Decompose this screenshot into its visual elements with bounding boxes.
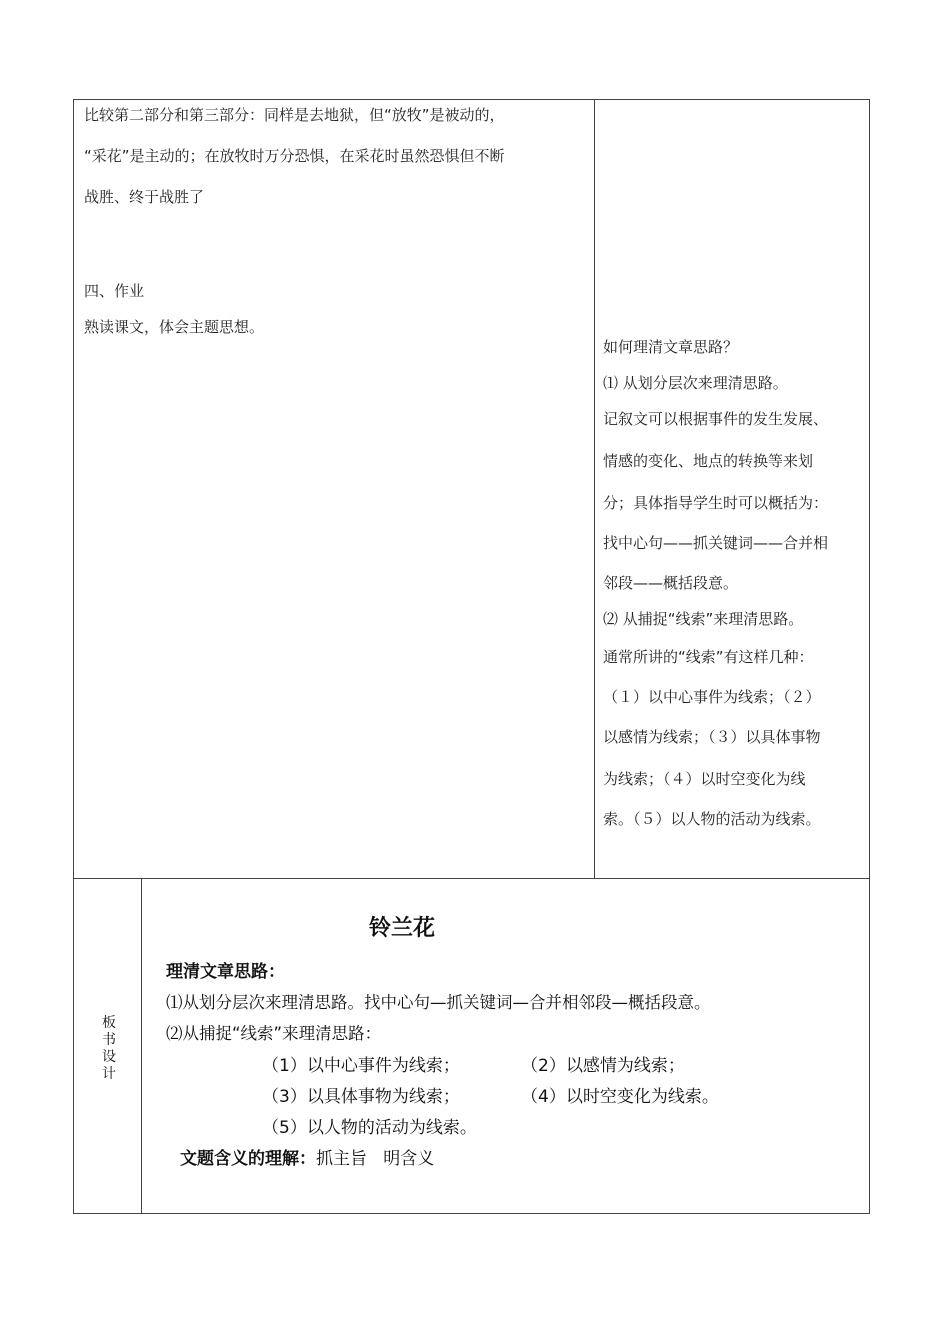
board-design-section [73, 878, 870, 1214]
board-meaning-label: 文题含义的理解： [180, 1149, 316, 1169]
notes-line: （１）以中心事件为线索；（２） [603, 688, 821, 706]
notes-line: 记叙文可以根据事件的发生发展、 [603, 410, 829, 428]
board-clue-2: （2）以感情为线索； [521, 1056, 685, 1076]
board-content [142, 879, 869, 1213]
board-clue-5: （5）以人物的活动为线索。 [262, 1118, 477, 1138]
notes-line: 情感的变化、地点的转换等来划 [603, 452, 814, 470]
board-meaning-line [180, 1144, 434, 1169]
notes-line: 以感情为线索；（３）以具体事物 [603, 728, 821, 746]
notes-line: 索。（５）以人物的活动为线索。 [603, 810, 821, 828]
board-heading: 理清文章思路： [166, 962, 285, 982]
notes-line: 通常所讲的“线索”有这样几种： [603, 648, 814, 666]
notes-line: 为线索；（４）以时空变化为线 [603, 770, 806, 788]
notes-line: 如何理清文章思路？ [603, 338, 739, 356]
notes-line: ⑵ 从捕捉“线索”来理清思路。 [603, 610, 804, 628]
comparison-line-3: 战胜、终于战胜了 [84, 188, 205, 206]
board-title: 铃兰花 [369, 916, 436, 941]
board-clue-3: （3）以具体事物为线索； [262, 1087, 460, 1107]
board-meaning-text: 抓主旨 明含义 [316, 1149, 435, 1169]
board-line-2: ⑵从捕捉“线索”来理清思路： [166, 1024, 382, 1043]
notes-line: 邻段——概括段意。 [603, 574, 739, 592]
homework-section-title: 四、作业 [84, 282, 145, 300]
board-clue-4: （4）以时空变化为线索。 [521, 1087, 719, 1107]
lesson-table-upper [73, 99, 870, 879]
board-line-1: ⑴从划分层次来理清思路。找中心句—抓关键词—合并相邻段—概括段意。 [166, 993, 711, 1012]
column-divider [594, 100, 595, 878]
board-clue-1: （1）以中心事件为线索； [262, 1056, 460, 1076]
comparison-line-1: 比较第二部分和第三部分：同样是去地狱，但“放牧”是被动的， [84, 106, 505, 124]
homework-text: 熟读课文，体会主题思想。 [84, 318, 265, 336]
board-design-label: 板 书 设 计 [102, 1015, 116, 1082]
notes-line: 找中心句——抓关键词——合并相 [603, 534, 829, 552]
board-design-label-cell [74, 879, 142, 1213]
notes-line: 分；具体指导学生时可以概括为： [603, 494, 829, 512]
notes-line: ⑴ 从划分层次来理清思路。 [603, 374, 788, 392]
comparison-line-2: “采花”是主动的；在放牧时万分恐惧，在采花时虽然恐惧但不断 [84, 147, 505, 165]
